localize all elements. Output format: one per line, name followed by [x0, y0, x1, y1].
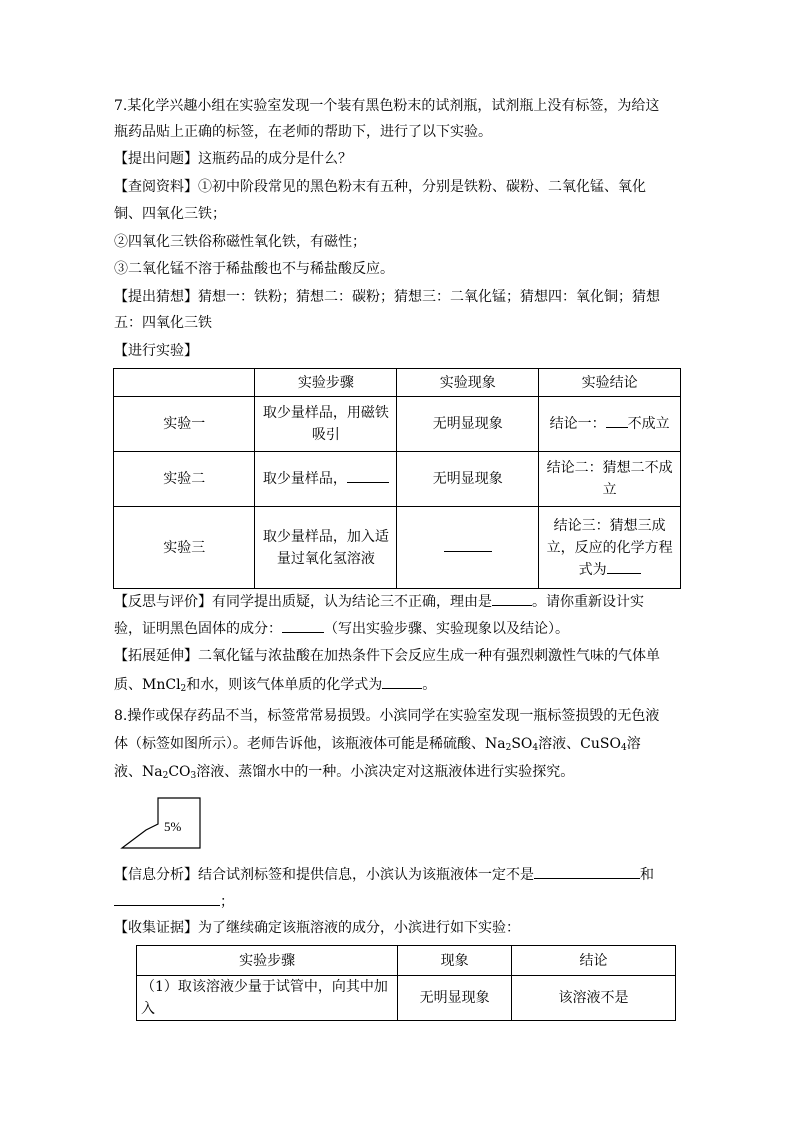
- label-concentration: 5%: [164, 819, 182, 834]
- q7-hypothesis-line2: 五：四氧化三铁: [114, 315, 212, 331]
- table-row: [114, 507, 681, 589]
- experiment-phenomenon: 无明显现象: [397, 397, 539, 452]
- answer-blank[interactable]: [444, 537, 492, 552]
- q7-stem-line1: 7.某化学兴趣小组在实验室发现一个装有黑色粉末的试剂瓶，试剂瓶上没有标签，为给这: [114, 98, 660, 114]
- table-row: [137, 976, 676, 1021]
- q7-reflection-line1: 【反思与评价】有同学提出质疑，认为结论三不正确，理由是 。请你重新设计实: [114, 591, 644, 612]
- answer-blank[interactable]: [534, 864, 640, 879]
- answer-blank[interactable]: [282, 618, 324, 633]
- q8-stem-line3: 液、$Na_2CO_3$溶液、蒸馏水中的一种。小滨决定对这瓶液体进行实验探究。: [114, 764, 575, 781]
- q7-material-line4: ③二氧化锰不溶于稀盐酸也不与稀盐酸反应。: [114, 261, 394, 277]
- answer-blank[interactable]: [382, 674, 422, 689]
- q7-stem-line2: 瓶药品贴上正确的标签，在老师的帮助下，进行了以下实验。: [114, 124, 492, 140]
- answer-blank[interactable]: [114, 891, 220, 906]
- q8-evidence-heading: 【收集证据】为了继续确定该瓶溶液的成分，小滨进行如下实验：: [114, 920, 520, 936]
- q8-experiment-table: [136, 945, 676, 1021]
- table-row: [114, 397, 681, 452]
- q7-experiment-table: [113, 368, 681, 589]
- table-header-cell: 结论: [512, 946, 676, 976]
- table-header-row: [137, 946, 676, 976]
- table-cell: 无明显现象: [398, 976, 512, 1021]
- q7-extension-line1: 【拓展延伸】二氧化锰与浓盐酸在加热条件下会反应生成一种有强烈刺激性气味的气体单: [114, 648, 660, 664]
- experiment-conclusion: 结论二：猜想二不成 立: [539, 452, 681, 507]
- experiment-conclusion: 结论三：猜想三成 立，反应的化学方程 式为: [539, 507, 681, 589]
- q7-extension-line2: 质、MnCl$_2$和水，则该气体单质的化学式为 。: [114, 674, 436, 699]
- q8-stem-line1: 8.操作或保存药品不当，标签常常易损毁。小滨同学在实验室发现一瓶标签损毁的无色液: [114, 708, 660, 724]
- answer-blank[interactable]: [347, 468, 389, 483]
- q8-info-line2: ；: [114, 891, 234, 912]
- q8-stem-line2: 体（标签如图所示）。老师告诉他，该瓶液体可能是稀硫酸、$Na_2SO_4$溶液、CuSO$_4$溶: [114, 736, 641, 753]
- experiment-phenomenon: 无明显现象: [397, 452, 539, 507]
- table-header-cell: 实验步骤: [137, 946, 398, 976]
- q7-material-line3: ②四氧化三铁俗称磁性氧化铁，有磁性；: [114, 234, 366, 250]
- experiment-step: 取少量样品，加入适 量过氧化氢溶液: [255, 507, 397, 589]
- experiment-conclusion: 结论一： 不成立: [539, 397, 681, 452]
- experiment-name: 实验二: [114, 452, 255, 507]
- table-header-row: [114, 369, 681, 397]
- experiment-step: 取少量样品，用磁铁 吸引: [255, 397, 397, 452]
- table-cell: 该溶液不是: [512, 976, 676, 1021]
- experiment-phenomenon: [397, 507, 539, 589]
- q7-material-line1: 【查阅资料】①初中阶段常见的黑色粉末有五种，分别是铁粉、碳粉、二氧化锰、氧化: [114, 179, 646, 195]
- table-cell: （1）取该溶液少量于试管中，向其中加入: [137, 976, 398, 1021]
- table-header-cell: 实验现象: [397, 369, 539, 397]
- q8-info-line1: 【信息分析】结合试剂标签和提供信息，小滨认为该瓶液体一定不是 和: [114, 864, 654, 885]
- q7-experiment-heading: 【进行实验】: [114, 343, 198, 359]
- table-header-cell: [114, 369, 255, 397]
- experiment-step: 取少量样品，: [255, 452, 397, 507]
- q7-material-line2: 铜、四氧化三铁；: [114, 206, 226, 222]
- answer-blank[interactable]: [492, 591, 532, 606]
- answer-blank[interactable]: [607, 559, 641, 574]
- q7-hypothesis-line1: 【提出猜想】猜想一：铁粉；猜想二：碳粉；猜想三：二氧化锰；猜想四：氧化铜；猜想: [114, 289, 660, 305]
- table-header-cell: 实验结论: [539, 369, 681, 397]
- damaged-label-figure: [118, 796, 218, 856]
- experiment-name: 实验一: [114, 397, 255, 452]
- experiment-name: 实验三: [114, 507, 255, 589]
- table-header-cell: 现象: [398, 946, 512, 976]
- table-row: [114, 452, 681, 507]
- q7-raise-question: 【提出问题】这瓶药品的成分是什么？: [114, 151, 352, 167]
- answer-blank[interactable]: [606, 413, 628, 428]
- q7-reflection-line2: 验，证明黑色固体的成分： （写出实验步骤、实验现象以及结论）。: [114, 618, 569, 639]
- table-header-cell: 实验步骤: [255, 369, 397, 397]
